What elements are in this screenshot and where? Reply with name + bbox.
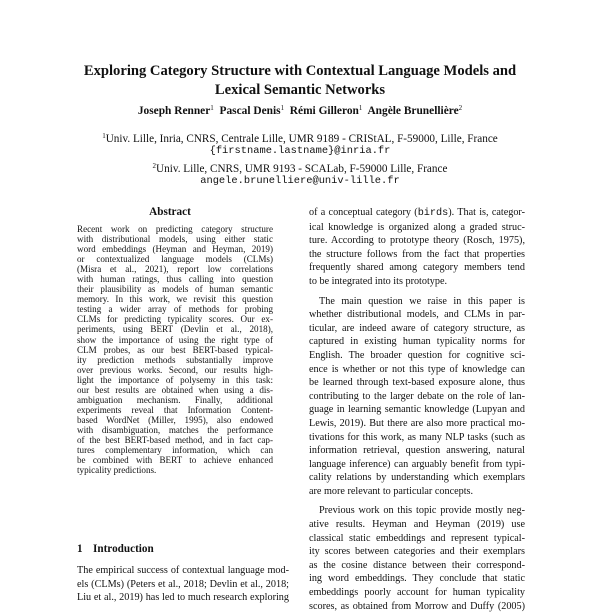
affil-mark: 1: [102, 132, 106, 140]
abstract-heading: Abstract: [149, 206, 191, 218]
body-line: The main question we raise in this paper is: [319, 295, 525, 307]
abstract-body: [77, 224, 273, 475]
affil-text: Univ. Lille, CNRS, UMR 9193 - SCALab, F-59000 Lille, France: [156, 163, 448, 175]
body-line: scores, as obtained from Morrow and Duffy (2005): [309, 600, 525, 612]
body-line: els (CLMs) (Peters et al., 2018; Devlin et al., 2018;: [77, 578, 289, 590]
body-line: ical knowledge is organized along a graded struc-: [309, 221, 525, 233]
body-line: the structure follows from the fact that properties: [309, 248, 525, 260]
abstract-line: of the best BERT-based method, and in fact cap-: [77, 434, 273, 445]
introduction-body: [77, 564, 289, 605]
abstract-line: with distributional models, using either static: [77, 234, 273, 245]
body-line: English. The broader question for cognitive sci-: [309, 349, 525, 361]
section-number: 1: [77, 543, 83, 555]
body-line: ence is whether or not this type of knowledge can: [309, 363, 525, 375]
abstract-line: based WordNet (Miller, 1995), also endowed: [77, 414, 273, 425]
body-line: Lewis, 2019). But there are also more practical mo-: [309, 417, 525, 429]
abstract-line: ity prediction methods substantially improve: [77, 354, 273, 365]
body-line: guage in learning semantic knowledge (Lupyan and: [309, 404, 525, 416]
body-line: Previous work on this topic provide mostly neg-: [319, 505, 525, 517]
abstract-line: periments, using BERT (Devlin et al., 2018),: [77, 324, 273, 335]
author-affil-mark: 1: [280, 104, 285, 112]
body-line: tivations for this work, as many NLP tasks (such as: [309, 431, 525, 443]
affil-mark: 2: [152, 162, 157, 170]
abstract-line: with disambiguation, matches the performance: [77, 424, 273, 435]
section-title: Introduction: [93, 543, 154, 555]
author-name: Pascal Denis: [219, 105, 281, 117]
body-line: be learned through text-based exposure alone, thus: [309, 377, 525, 389]
body-line: are more relevant to particular concepts.: [309, 485, 474, 497]
body-line: of a conceptual category (birds). That is, categor-: [309, 207, 526, 219]
abstract-line: CLM probes, as our best BERT-based typical-: [77, 344, 273, 355]
body-line: ity scores between categories and their exemplars: [309, 546, 525, 558]
body-line: contributing to the larger debate on the role of lan-: [309, 390, 525, 402]
affiliation-2-email: angele.brunelliere@univ-lille.fr: [200, 175, 400, 187]
abstract-line: (Misra et al., 2021), report low correlations: [77, 264, 273, 275]
abstract-line: testing a wider array of methods for probing: [77, 304, 273, 315]
body-line: embeddings poorly account for human typicality: [309, 587, 525, 599]
abstract-line: ambiguation mechanism. Finally, additional: [77, 394, 273, 405]
abstract-line: show the importance of using the right type of: [77, 334, 273, 345]
author-affil-mark: 1: [210, 104, 214, 112]
body-line: Liu et al., 2019) has led to much research exploring: [77, 592, 289, 604]
author-affil-mark: 2: [458, 104, 463, 112]
body-line: cality relations by understanding which exemplars: [309, 472, 525, 484]
body-line: ative results. Heyman and Heyman (2019) use: [309, 519, 525, 531]
abstract-line: be combined with BERT to achieve enhanced: [77, 455, 273, 466]
abstract-line: typicality predictions.: [77, 465, 157, 476]
title-line: Exploring Category Structure with Contextual Language Models and: [83, 63, 517, 79]
abstract-line: over previous works. Second, our results high-: [77, 364, 273, 375]
abstract-line: Recent work on predicting category structure: [77, 224, 273, 234]
author-name: Rémi Gilleron: [289, 105, 359, 117]
right-column: [309, 206, 525, 613]
body-line: captured in existing human typicality norms for: [309, 336, 525, 348]
affiliation-1-email: {firstname.lastname}@inria.fr: [209, 145, 391, 157]
author-list: [40, 101, 560, 118]
body-line: to be integrated into its prototype.: [309, 275, 448, 287]
paper-title: [60, 62, 540, 100]
body-line: ing word embeddings. They conclude that static: [309, 573, 525, 585]
abstract-line: our best results are obtained when using a dis-: [77, 384, 273, 395]
abstract-line: their plausibility as models of human semantic: [77, 284, 273, 295]
abstract-line: word embeddings (Heyman and Heyman, 2019): [77, 244, 273, 255]
affil-text: Univ. Lille, Inria, CNRS, Centrale Lille, UMR 9189 - CRIStAL, F-59000, Lille, France: [105, 133, 498, 145]
body-line: as the cosine distance between their correspond-: [309, 559, 525, 571]
author-name: Joseph Renner: [137, 105, 211, 117]
body-line: information retrieval, question answering, natural: [309, 445, 525, 457]
body-line: The empirical success of contextual language mod-: [77, 565, 289, 576]
author-name: Angèle Brunellière: [367, 105, 459, 117]
author-affil-mark: 1: [358, 104, 363, 112]
section-heading-introduction: [77, 543, 154, 555]
abstract-line: memory. In this work, we revisit this question: [77, 294, 273, 305]
body-line: ticular, are indeed aware of category structure, as: [309, 322, 525, 334]
body-line: classical static embeddings and represent typical-: [309, 532, 525, 544]
abstract-line: light the importance of polysemy in this task:: [77, 374, 273, 385]
abstract-line: or contextualized language models (CLMs): [77, 254, 273, 265]
title-line: Lexical Semantic Networks: [214, 82, 386, 98]
abstract-line: with human ratings, thus calling into question: [77, 274, 273, 285]
body-line: frequently shared among category members tend: [309, 262, 525, 274]
abstract-line: CLMs for predicting typicality scores. Our ex-: [77, 314, 273, 325]
body-line: ture. According to prototype theory (Rosch, 1975),: [309, 235, 525, 247]
abstract-line: tures complementary information, which can: [77, 445, 273, 456]
abstract-line: experiments reveal that Information Content-: [77, 404, 273, 415]
body-line: whether distributional models, and CLMs in par-: [309, 309, 525, 321]
inline-code: birds: [417, 208, 449, 219]
body-line: language inference) can arguably benefit from typi-: [309, 458, 525, 470]
